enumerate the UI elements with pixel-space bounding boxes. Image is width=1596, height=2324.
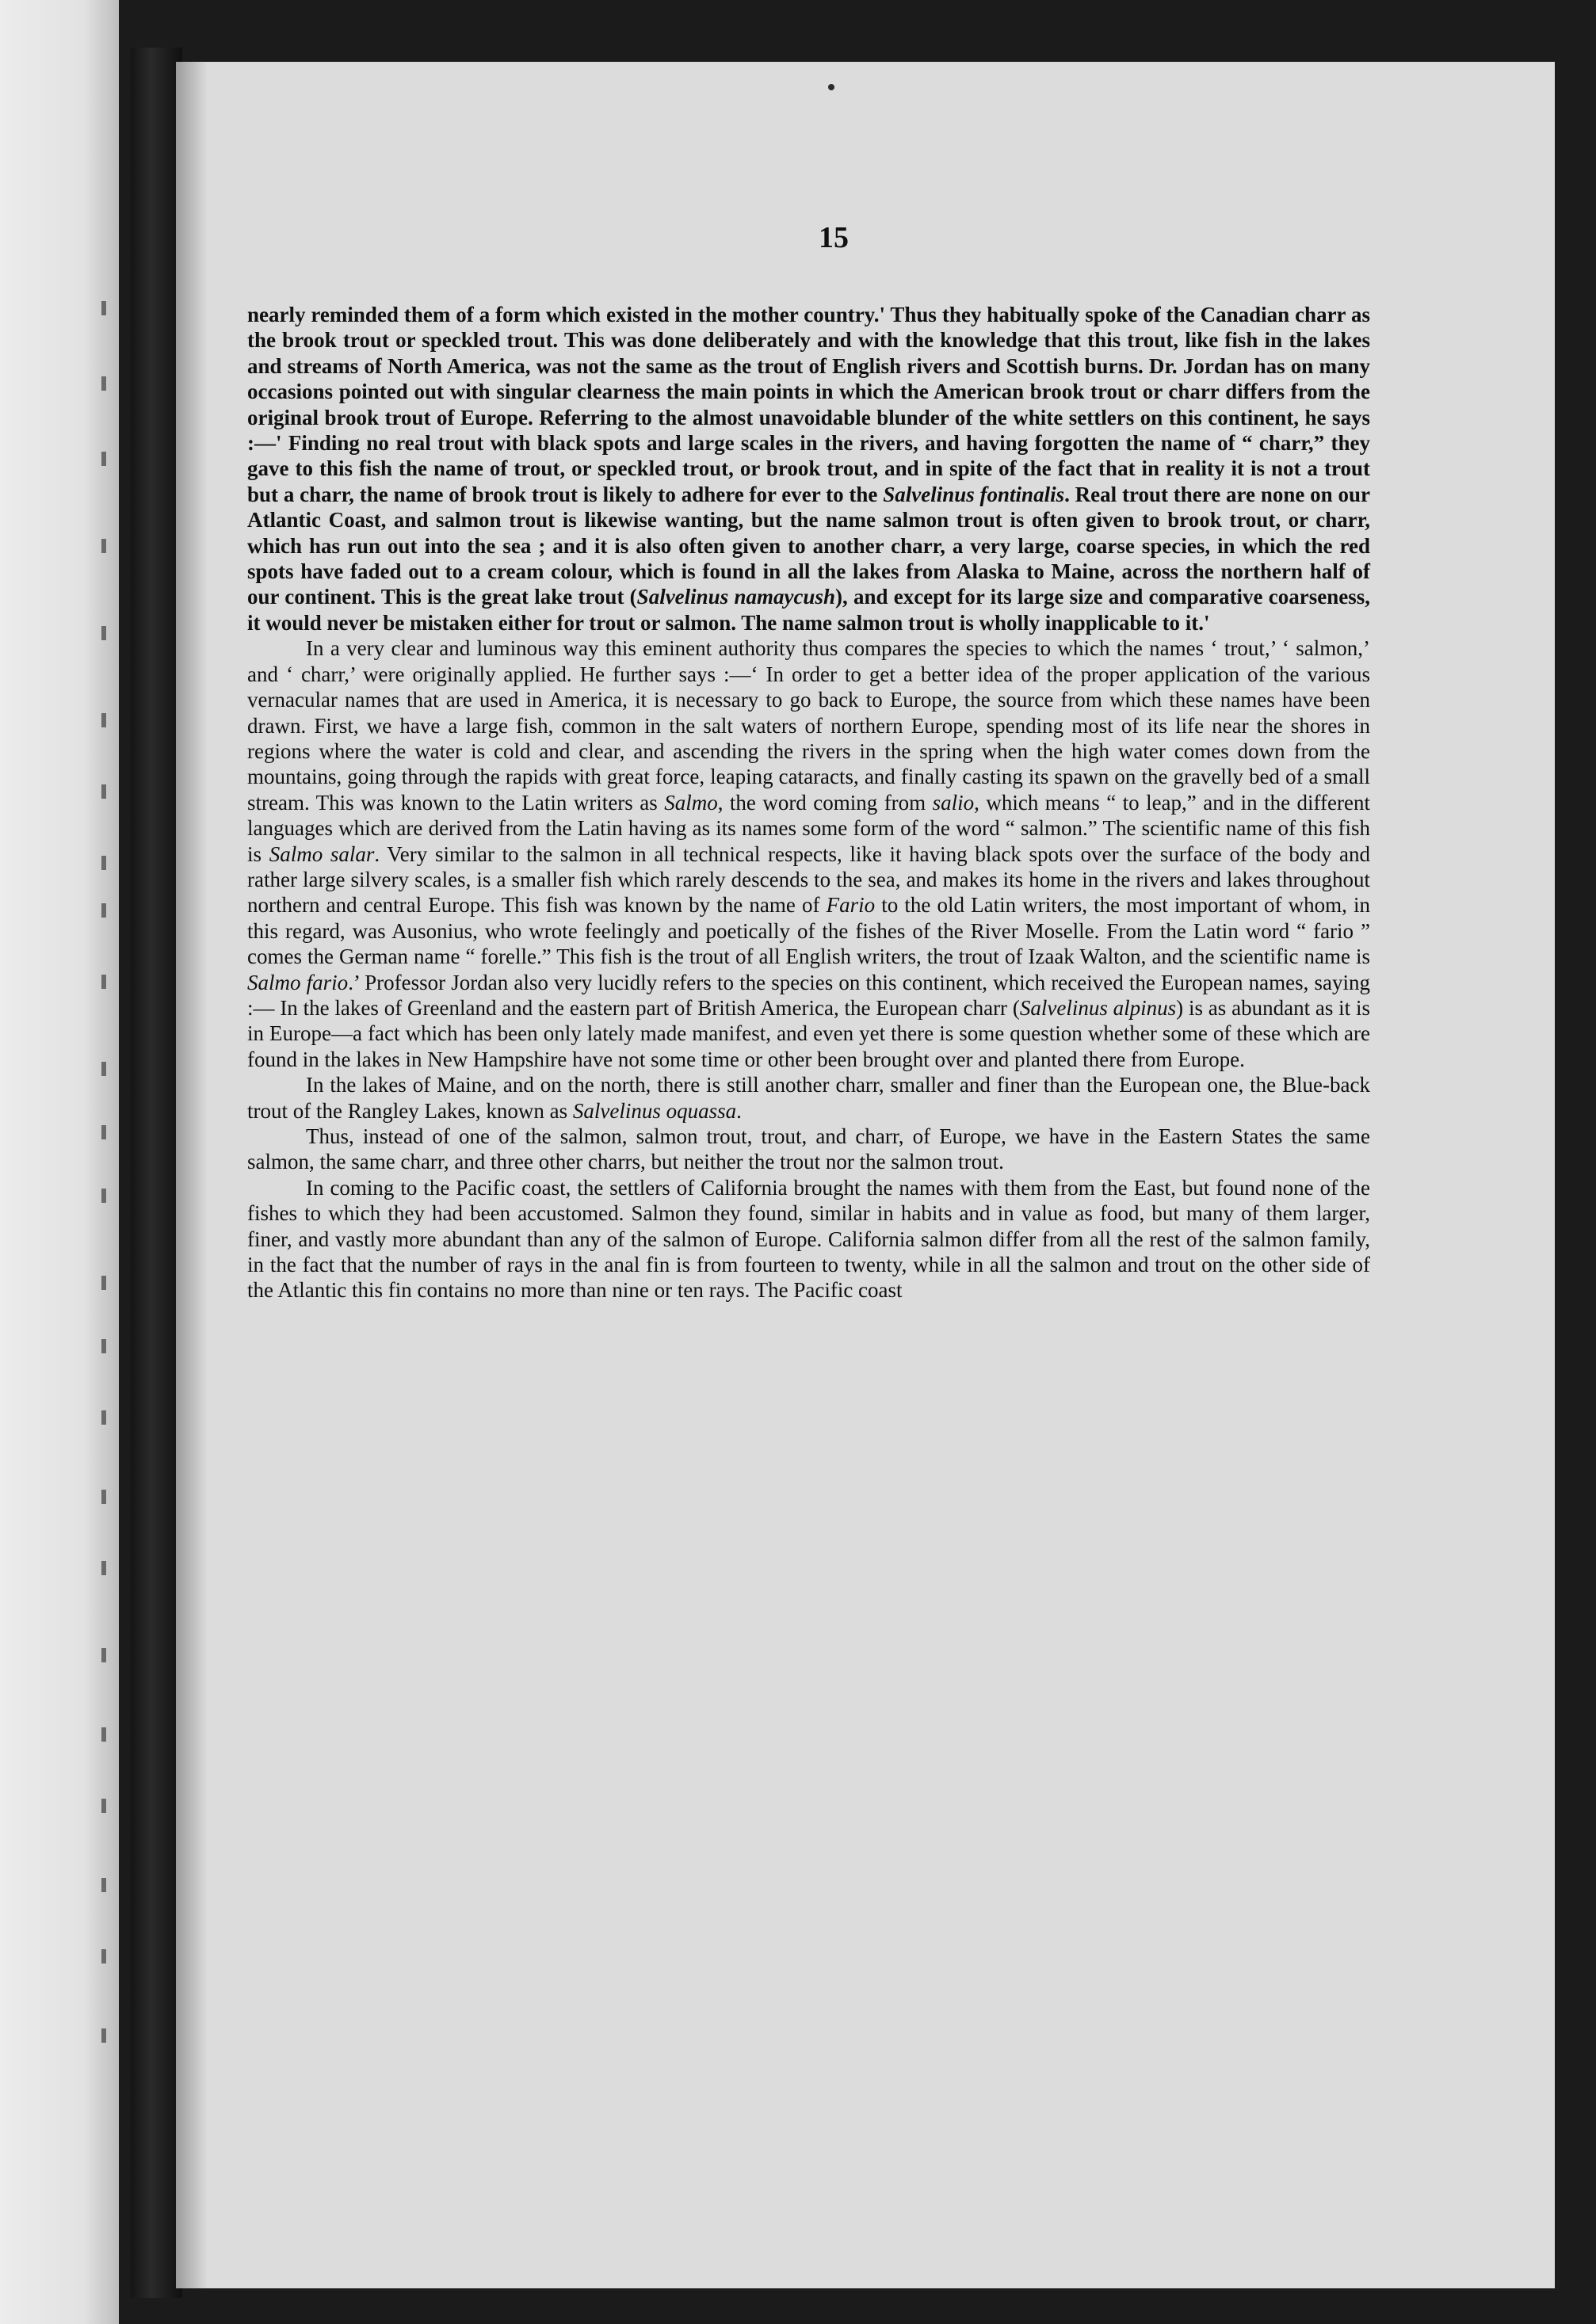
text-run: , which means “ to leap,” and in the different languages which are derived from the Latin having as its names some form of the word “ salmon.” The scientific name of this fish is bbox=[247, 790, 1370, 866]
body-text bbox=[247, 302, 1370, 1303]
text-fragment-mark bbox=[101, 1949, 106, 1963]
text-run: , the word coming from bbox=[717, 790, 933, 815]
text-fragment-mark bbox=[101, 2028, 106, 2043]
text-run: . Real trout there are none on our Atlantic Coast, and salmon trout is likewise wanting, but the name salmon trout is often given to brook trout, or charr, which has run out into the sea ; and it is also often given to another charr, a very large, coarse species, in which the red spots have faded out to a cream colour, which is found in all the lakes from Alaska to Maine, across the northern half of our continent. This is the great lake trout ( bbox=[247, 482, 1370, 609]
text-fragment-mark bbox=[101, 856, 106, 870]
paragraph-2 bbox=[247, 635, 1370, 1072]
text-fragment-mark bbox=[101, 1339, 106, 1353]
text-fragment-mark bbox=[101, 1561, 106, 1575]
text-fragment-mark bbox=[101, 713, 106, 727]
document-page bbox=[176, 62, 1555, 2288]
text-fragment-mark bbox=[101, 376, 106, 391]
species-name: salio bbox=[932, 790, 975, 815]
text-fragment-mark bbox=[101, 1799, 106, 1813]
text-fragment-mark bbox=[101, 1490, 106, 1504]
text-fragment-mark bbox=[101, 1410, 106, 1425]
paragraph-1 bbox=[247, 302, 1370, 635]
text-run: nearly reminded them of a form which existed in the mother country.' Thus they habitually spoke of the Canadian charr as the brook trout or speckled trout. This was done deliberately and with the knowledge that this trout, like fish in the lakes and streams of North America, was not the same as the trout of English rivers and Scottish burns. Dr. Jordan has on many occasions pointed out with singular clearness the main points in which the American brook trout or charr differs from the original brook trout of Europe. Referring to the almost unavoidable blunder of the white settlers on this continent, he says :—' Finding no real trout with black spots and large scales in the rivers, and having forgotten the name of “ charr,” they gave to this fish the name of trout, or speckled trout, or brook trout, and in spite of the fact that in reality it is not a trout but a charr, the name of brook trout is likely to adhere for ever to the bbox=[247, 303, 1370, 506]
text-fragment-mark bbox=[101, 1189, 106, 1203]
species-name: Salmo bbox=[664, 790, 718, 815]
text-run: ) is as abundant as it is in Europe—a fact which has been only lately made manifest, and even yet there is some question whether some of these which are found in the lakes in New Hampshire have not some time or other been brought over and planted there from Europe. bbox=[247, 995, 1371, 1071]
text-fragment-mark bbox=[101, 784, 106, 799]
text-fragment-mark bbox=[101, 452, 106, 466]
adjacent-page-edge bbox=[0, 0, 119, 2324]
text-fragment-mark bbox=[101, 1878, 106, 1892]
text-fragment-mark bbox=[101, 1648, 106, 1662]
text-run: .’ Professor Jordan also very lucidly refers to the species on this continent, which received the European names, saying :— In the lakes of Greenland and the eastern part of British America, the European charr ( bbox=[247, 970, 1371, 1020]
text-fragment-mark bbox=[101, 539, 106, 553]
paragraph-5 bbox=[247, 1175, 1370, 1303]
species-name: Salvelinus fontinalis bbox=[883, 482, 1065, 506]
text-fragment-mark bbox=[101, 1276, 106, 1290]
page-number: 15 bbox=[819, 221, 849, 254]
text-fragment-mark bbox=[101, 1125, 106, 1139]
adjacent-page-text-fragments bbox=[101, 301, 113, 2084]
text-run: In the lakes of Maine, and on the north, there is still another charr, smaller and finer than the European one, the Blue-back trout of the Rangley Lakes, known as bbox=[247, 1073, 1370, 1123]
text-fragment-mark bbox=[101, 301, 106, 315]
paragraph-3 bbox=[247, 1072, 1370, 1124]
text-fragment-mark bbox=[101, 626, 106, 640]
species-name: Salmo salar bbox=[269, 841, 375, 866]
text-run: . bbox=[736, 1098, 742, 1123]
text-run: to the old Latin writers, the most important of whom, in this regard, was Ausonius, who wrote feelingly and poetically of the fishes of the River Moselle. From the Latin word “ fario ” comes the German name “ forelle.” This fish is the trout of all English writers, the trout of Izaak Walton, and the scientific name is bbox=[247, 893, 1370, 969]
text-run: Thus, instead of one of the salmon, salmon trout, trout, and charr, of Europe, we have in the Eastern States the same salmon, the same charr, and three other charrs, but neither the trout nor the salmon trout. bbox=[247, 1124, 1370, 1174]
text-fragment-mark bbox=[101, 1727, 106, 1742]
book-binding-shadow bbox=[131, 48, 182, 2298]
species-name: Salmo fario bbox=[247, 970, 349, 994]
text-fragment-mark bbox=[101, 903, 106, 918]
ink-speck bbox=[828, 84, 834, 90]
text-fragment-mark bbox=[101, 975, 106, 989]
text-fragment-mark bbox=[101, 1062, 106, 1076]
species-name: Salvelinus oquassa bbox=[572, 1098, 737, 1123]
species-name: Fario bbox=[826, 893, 876, 918]
paragraph-4 bbox=[247, 1124, 1370, 1175]
text-run: ), and except for its large size and comparative coarseness, it would never be mistaken either for trout or salmon. The name salmon trout is wholly inapplicable to it.' bbox=[247, 585, 1370, 635]
text-run: . Very similar to the salmon in all technical respects, like it having black spots over the surface of the body and rather large silvery scales, is a smaller fish which rarely descends to the sea, and makes its home in the rivers and lakes throughout northern and central Europe. This fish was known by the name of bbox=[247, 841, 1370, 918]
species-name: Salvelinus namaycush bbox=[636, 585, 835, 609]
text-run: In coming to the Pacific coast, the settlers of California brought the names with them from the East, but found none of the fishes to which they had been accustomed. Salmon they found, similar in habits and in value as food, but many of them larger, finer, and vastly more abundant than any of the salmon of Europe. California salmon differ from all the rest of the salmon family, in the fact that the number of rays in the anal fin is from fourteen to twenty, while in all the salmon and trout on the other side of the Atlantic this fin contains no more than nine or ten rays. The Pacific coast bbox=[247, 1175, 1370, 1303]
text-run: In a very clear and luminous way this eminent authority thus compares the species to which the names ‘ trout,’ ‘ salmon,’ and ‘ charr,’ were originally applied. He further says :—‘ In order to get a better idea of the proper application of the various vernacular names that are used in America, it is necessary to go back to Europe, the source from which these names have been drawn. First, we have a large fish, common in the salt waters of northern Europe, spending most of its life near the shores in regions where the water is cold and clear, and ascending the rivers in the spring when the high water comes down from the mountains, going through the rapids with great force, leaping cataracts, and finally casting its spawn on the gravelly bed of a small stream. This was known to the Latin writers as bbox=[247, 636, 1370, 815]
species-name: Salvelinus alpinus bbox=[1019, 995, 1177, 1020]
